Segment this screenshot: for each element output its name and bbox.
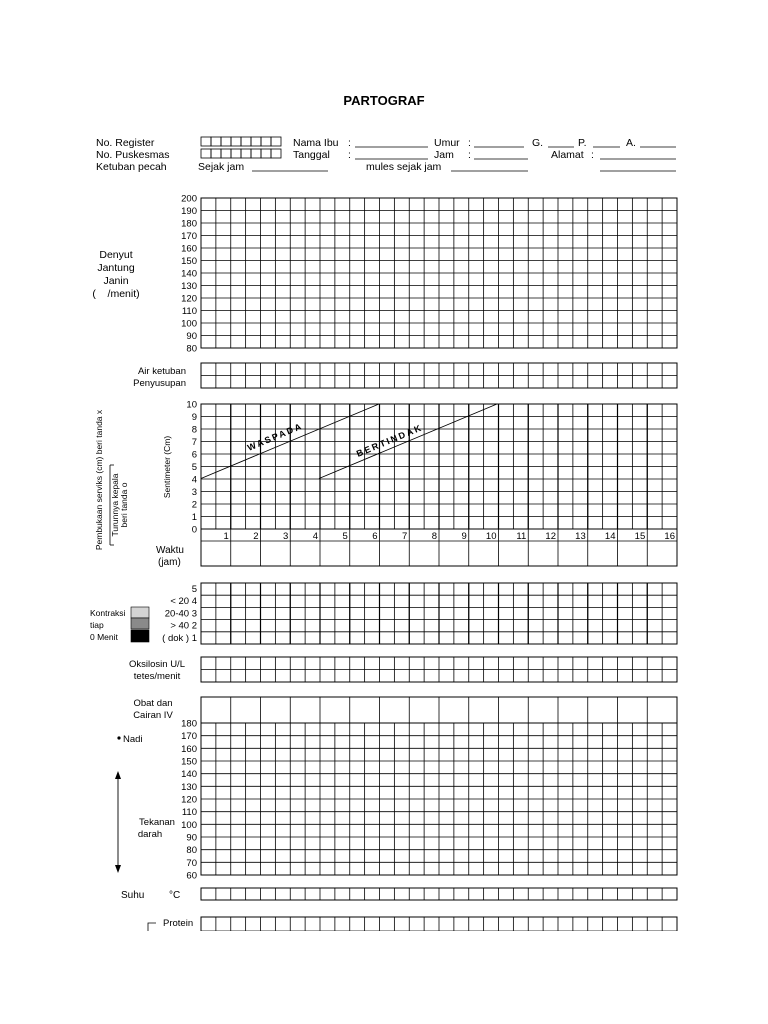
p-label: P.	[578, 137, 587, 149]
obat-label: Obat dan	[133, 698, 173, 709]
fhr-label-line-3: Janin	[103, 275, 129, 287]
digit-box[interactable]	[251, 137, 261, 146]
contraction-scale-label: ( dok ) 1	[162, 632, 197, 644]
vitals-tick-label: 80	[186, 845, 197, 857]
vitals-tick-label: 140	[181, 769, 197, 781]
alamat-colon: :	[591, 149, 594, 161]
hour-label: 5	[342, 531, 348, 542]
hour-label: 13	[575, 531, 586, 542]
alert-line-label: WASPADA	[245, 420, 305, 453]
hour-label: 2	[253, 531, 259, 542]
fhr-tick-label: 80	[186, 343, 197, 355]
fhr-tick-label: 130	[181, 281, 197, 292]
digit-box[interactable]	[211, 137, 221, 146]
hour-label: 4	[312, 531, 318, 542]
air-ketuban-label: Air ketuban	[137, 366, 186, 377]
hour-label: 15	[634, 531, 646, 542]
cervix-tick-label: 8	[191, 424, 197, 436]
mules-sejak-jam-label: mules sejak jam	[366, 161, 442, 173]
no-puskesmas-label: No. Puskesmas	[96, 149, 170, 161]
sejak-jam-label: Sejak jam	[198, 161, 245, 173]
contraction-scale-label: 5	[191, 584, 197, 595]
action-line-label: BERTINDAK	[354, 422, 425, 459]
oxytocin-section	[129, 657, 677, 682]
drugs-grid[interactable]	[201, 697, 677, 723]
waktu-label: Waktu	[156, 545, 184, 556]
umur-colon: :	[468, 137, 471, 149]
tanggal-label: Tanggal	[293, 149, 330, 161]
hour-label: 12	[545, 531, 556, 542]
digit-box[interactable]	[261, 149, 271, 158]
hour-label: 3	[282, 531, 289, 542]
protein-label: Protein	[163, 918, 194, 929]
nama-ibu-colon: :	[348, 137, 351, 149]
contraction-scale-label: > 40 2	[170, 620, 197, 632]
fhr-tick-label: 160	[181, 243, 197, 255]
fhr-label-line-4: ( /menit)	[92, 288, 140, 300]
nadi-dot-icon	[117, 736, 120, 739]
umur-label: Umur	[434, 137, 460, 149]
vitals-tick-label: 110	[181, 807, 197, 819]
contraction-scale	[162, 584, 197, 644]
ketuban-pecah-label: Ketuban pecah	[96, 161, 167, 173]
digit-box[interactable]	[251, 149, 261, 158]
cervix-tick-label: 2	[191, 499, 197, 511]
drugs-section	[133, 697, 677, 723]
legend-swatch-dotted	[131, 607, 149, 618]
vitals-tick-label: 120	[181, 794, 197, 806]
digit-box[interactable]	[231, 137, 241, 146]
page-cutoff	[0, 931, 768, 1024]
fhr-tick-label: 140	[181, 268, 197, 280]
form-title: PARTOGRAF	[343, 93, 425, 108]
vitals-tick-label: 170	[181, 731, 197, 743]
vitals-tick-label: 90	[186, 832, 197, 844]
tetes-menit-label: tetes/menit	[133, 671, 181, 682]
dilation-outer-label: Pembukaan serviks (cm) beri tanda x	[94, 409, 104, 551]
vitals-grid[interactable]	[201, 723, 677, 875]
digit-box[interactable]	[211, 149, 221, 158]
a-label: A.	[626, 137, 636, 149]
fhr-label-line-2: Jantung	[97, 262, 135, 274]
hour-label: 11	[516, 531, 527, 542]
fhr-tick-label: 190	[181, 206, 197, 217]
vitals-axis-ticks	[181, 719, 197, 882]
contraction-section	[90, 583, 677, 644]
fhr-tick-label: 180	[181, 218, 197, 230]
cervix-axis-ticks	[186, 400, 197, 536]
hour-label: 9	[461, 531, 467, 542]
fhr-tick-label: 200	[181, 193, 197, 205]
vitals-tick-label: 160	[181, 743, 197, 755]
temperature-section	[121, 888, 677, 901]
g-label: G.	[532, 137, 544, 149]
contraction-scale-label: 20-40 3	[164, 608, 197, 620]
contraction-legend	[90, 607, 149, 642]
penyusupan-label: Penyusupan	[133, 378, 186, 389]
amniotic-grid[interactable]	[201, 363, 677, 388]
fhr-label-line-1: Denyut	[99, 249, 133, 261]
oksilosin-label: Oksilosin U/L	[129, 659, 185, 670]
urine-bracket	[148, 923, 156, 931]
fhr-tick-label: 170	[181, 231, 197, 242]
tanggal-colon: :	[348, 149, 351, 161]
hour-label: 8	[431, 531, 437, 542]
vitals-tick-label: 150	[181, 756, 197, 768]
vitals-tick-label: 100	[181, 819, 197, 831]
alamat-label: Alamat	[551, 149, 584, 161]
contraction-scale-label: < 20 4	[170, 596, 197, 608]
menit-label: 0 Menit	[90, 632, 118, 642]
digit-box[interactable]	[271, 137, 281, 146]
amniotic-section	[133, 363, 677, 389]
suhu-label: Suhu	[121, 890, 145, 901]
digit-box[interactable]	[231, 149, 241, 158]
tekanan-label: Tekanan	[139, 817, 175, 828]
tiap-label: tiap	[90, 620, 104, 630]
vitals-tick-label: 130	[181, 781, 197, 793]
hour-label: 10	[485, 531, 497, 542]
puskesmas-number-boxes[interactable]	[201, 149, 281, 158]
digit-box[interactable]	[201, 149, 211, 158]
descent-label-line-1: Turunnya kepala	[110, 473, 120, 537]
digit-box[interactable]	[271, 149, 281, 158]
jam-unit-label: (jam)	[158, 557, 181, 568]
cervix-tick-label: 4	[191, 474, 197, 486]
register-number-boxes[interactable]	[201, 137, 281, 146]
digit-box[interactable]	[221, 149, 231, 158]
hour-label: 14	[604, 531, 616, 542]
vitals-tick-label: 180	[181, 718, 197, 730]
vitals-tick-label: 70	[186, 857, 197, 869]
fhr-axis-ticks	[181, 194, 197, 355]
legend-swatch-solid	[131, 630, 149, 642]
cervix-tick-label: 10	[186, 399, 197, 411]
fhr-tick-label: 110	[181, 306, 197, 317]
nadi-label: Nadi	[123, 734, 143, 745]
contraction-grid[interactable]	[201, 583, 677, 644]
nama-ibu-label: Nama Ibu	[293, 137, 339, 149]
cervix-tick-label: 9	[191, 412, 197, 423]
vitals-section	[115, 719, 677, 882]
cervix-tick-label: 5	[191, 462, 197, 473]
fhr-tick-label: 100	[181, 318, 197, 330]
hour-label: 6	[372, 531, 378, 542]
cervix-tick-label: 1	[191, 512, 197, 523]
hour-label: 16	[664, 531, 675, 542]
fhr-grid[interactable]	[201, 198, 677, 348]
cervix-tick-label: 0	[191, 524, 197, 536]
cervix-tick-label: 7	[191, 437, 197, 448]
cervix-tick-label: 6	[191, 449, 197, 461]
cervix-tick-label: 3	[191, 487, 197, 498]
double-arrow-icon	[115, 771, 121, 873]
digit-box[interactable]	[241, 149, 251, 158]
digit-box[interactable]	[201, 137, 211, 146]
fhr-tick-label: 150	[181, 256, 197, 267]
no-register-label: No. Register	[96, 137, 155, 149]
vitals-tick-label: 60	[186, 870, 197, 882]
temperature-grid[interactable]	[201, 888, 677, 900]
legend-swatch-hatched	[131, 618, 149, 629]
fhr-section	[92, 194, 677, 355]
darah-label: darah	[137, 829, 163, 840]
kontraksi-label: Kontraksi	[90, 608, 126, 618]
hour-label: 7	[401, 531, 408, 542]
cairan-iv-label: Cairan IV	[133, 710, 173, 721]
jam-label: Jam	[434, 149, 454, 161]
digit-box[interactable]	[261, 137, 271, 146]
fhr-tick-label: 90	[186, 331, 197, 342]
descent-label-line-2: beri tanda o	[119, 482, 129, 528]
oxytocin-grid[interactable]	[201, 657, 677, 682]
digit-box[interactable]	[221, 137, 231, 146]
digit-box[interactable]	[241, 137, 251, 146]
patient-header	[96, 137, 676, 173]
hour-label: 1	[223, 531, 229, 542]
fhr-label	[92, 249, 139, 300]
sentimeter-axis-label: Sentimeter (Cm)	[162, 435, 172, 499]
cervix-section	[94, 400, 677, 569]
celsius-label: °C	[169, 890, 181, 901]
fhr-tick-label: 120	[181, 293, 197, 305]
jam-colon: :	[468, 149, 471, 161]
hour-axis-labels	[223, 531, 675, 542]
